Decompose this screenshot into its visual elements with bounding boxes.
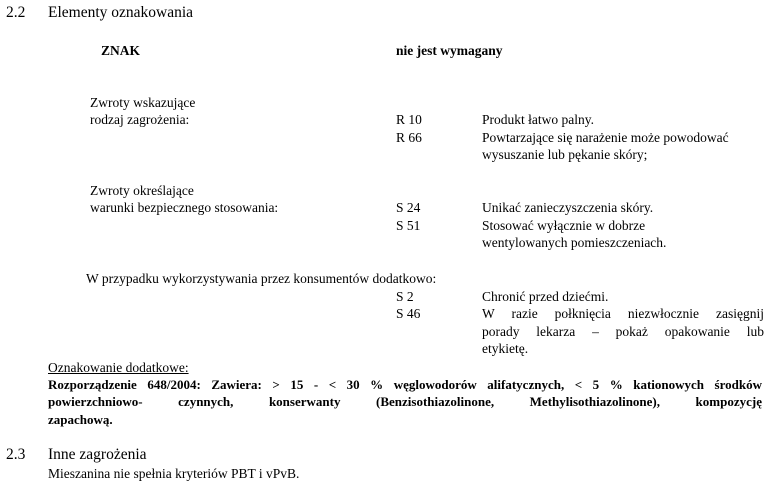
phrase-text: Stosować wyłącznie w dobrze [482,218,646,233]
consumer-intro: W przypadku wykorzystywania przez konsumentów dodatkowo: [86,271,437,286]
r-phrases-label-line1: Zwroty wskazujące [90,95,196,110]
section-text: Mieszanina nie spełnia kryteriów PBT i vPvB. [48,466,300,481]
phrase-code: S 51 [396,218,421,233]
additional-line1: Rozporządzenie 648/2004: Zawiera: > 15 - < 30 % węglowodorów alifatycznych, < 5 % kationowych środków [48,377,762,392]
sign-value: nie jest wymagany [396,43,503,58]
phrase-text: Chronić przed dziećmi. [482,289,609,304]
phrase-code: S 46 [396,306,421,321]
phrase-code: R 66 [396,130,422,145]
s-phrases-label-line1: Zwroty określające [90,183,194,198]
sign-label: ZNAK [101,43,141,58]
phrase-text: wentylowanych pomieszczeniach. [482,235,667,250]
s-phrases-label-line2: warunki bezpiecznego stosowania: [90,200,279,215]
phrase-text: wysuszanie lub pękanie skóry; [482,147,648,162]
cropped-previous-line [0,0,765,3]
phrase-text: porady lekarza – pokaż opakowanie lub [482,324,764,339]
phrase-text: Powtarzające się narażenie może powodować [482,130,729,145]
phrase-text: Produkt łatwo palny. [482,112,594,127]
section-title: Inne zagrożenia [48,446,147,463]
phrase-code: S 24 [396,200,421,215]
section-title: Elementy oznakowania [48,4,194,21]
phrase-code: S 2 [396,289,414,304]
section-number: 2.2 [6,4,26,21]
r-phrases-label-line2: rodzaj zagrożenia: [90,112,190,127]
phrase-text: Unikać zanieczyszczenia skóry. [482,200,654,215]
additional-line3: zapachową. [48,412,113,427]
phrase-text: etykietę. [482,341,529,356]
phrase-code: R 10 [396,112,422,127]
additional-line2: powierzchniowo- czynnych, konserwanty (Benzisothiazolinone, Methylisothiazolinone), kompozycję [48,394,762,409]
additional-heading: Oznakowanie dodatkowe: [48,360,189,375]
section-number: 2.3 [6,446,26,463]
phrase-text: W razie połknięcia niezwłocznie zasięgnij [482,306,764,321]
